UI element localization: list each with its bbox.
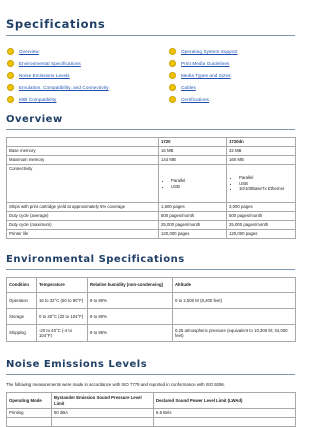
table-cell: 160 MB — [227, 156, 296, 165]
list-item: • Parallel — [171, 178, 224, 184]
table-cell — [227, 165, 296, 203]
table-cell — [159, 165, 227, 203]
table-header-cell: Condition — [7, 278, 37, 293]
table-cell: Printer life — [7, 230, 159, 239]
environmental-heading: Environmental Specifications — [6, 254, 185, 265]
yellow-bullet-icon — [169, 48, 176, 55]
connectivity-list-1720 — [161, 178, 224, 189]
table-cell: Duty cycle (average) — [7, 212, 159, 221]
link-item-overview[interactable] — [7, 45, 109, 57]
link-item-print-media[interactable] — [169, 57, 238, 69]
link-item-media-types[interactable] — [169, 69, 238, 81]
noise-heading: Noise Emissions Levels — [6, 359, 148, 370]
emulation-link[interactable]: Emulation, Compatibility, and Connectivity — [19, 85, 109, 91]
table-cell: 0.25 atmospheric pressure (equivalent to 10,300 M; 34,000 feet) — [173, 325, 296, 342]
print-media-link[interactable]: Print Media Guidelines — [181, 60, 230, 66]
link-item-mib[interactable] — [7, 94, 109, 106]
table-cell — [154, 418, 296, 427]
overview-table — [6, 137, 296, 239]
page-title: Specifications — [6, 17, 106, 31]
table-header-row — [7, 138, 296, 147]
yellow-bullet-icon — [169, 84, 176, 91]
yellow-bullet-icon — [169, 96, 176, 103]
table-header-cell: Bystander Emission Sound Pressure Level Limit — [52, 393, 154, 409]
table-cell: 8 to 95% — [88, 325, 173, 342]
page — [6, 0, 296, 427]
table-row — [7, 293, 296, 309]
table-cell: 144 MB — [159, 156, 227, 165]
table-cell: 0 to 40°C (32 to 104°F) — [37, 309, 88, 325]
table-cell: 120,000 pages — [227, 230, 296, 239]
table-cell: 500 pages/month — [159, 212, 227, 221]
list-item: • Parallel — [239, 175, 293, 181]
table-cell: Maximum memory — [7, 156, 159, 165]
environmental-table — [6, 277, 296, 342]
noise-divider — [6, 374, 295, 375]
table-cell: 120,000 pages — [159, 230, 227, 239]
table-row — [7, 309, 296, 325]
links-left-column — [7, 45, 109, 106]
noise-description: The following measurements were made in accordance with ISO 7779 and reported in conformance with ISO 9296. — [6, 382, 226, 387]
table-cell: 6.5 Bels — [154, 409, 296, 418]
table-cell: Shipping — [7, 325, 37, 342]
table-header-cell: Declared Sound Power Level Limit (LWAd) — [154, 393, 296, 409]
table-header-cell: Temperature — [37, 278, 88, 293]
noise-table — [6, 392, 296, 427]
section-links — [6, 45, 296, 105]
table-row — [7, 230, 296, 239]
table-cell: 1,500 pages — [159, 203, 227, 212]
yellow-bullet-icon — [7, 60, 14, 67]
table-row — [7, 409, 296, 418]
table-cell — [7, 418, 52, 427]
yellow-bullet-icon — [169, 72, 176, 79]
os-support-link[interactable]: Operating System Support — [181, 48, 238, 54]
connectivity-list-1720dn — [229, 175, 293, 192]
table-header-cell: Operating Mode — [7, 393, 52, 409]
table-row — [7, 147, 296, 156]
table-header-cell: Relative humidity (non-condensing) — [88, 278, 173, 293]
table-header-cell: 1720dn — [227, 138, 296, 147]
yellow-bullet-icon — [7, 96, 14, 103]
link-item-environmental[interactable] — [7, 57, 109, 69]
list-item: • USB — [239, 181, 293, 187]
overview-heading: Overview — [6, 114, 63, 125]
media-types-link[interactable]: Media Types and Sizes — [181, 72, 231, 78]
title-divider — [6, 35, 295, 36]
table-row — [7, 212, 296, 221]
table-cell: 0 to 2,500 M (8,200 feet) — [173, 293, 296, 309]
table-cell: -20 to 40°C (-4 to 104°F) — [37, 325, 88, 342]
table-row — [7, 325, 296, 342]
table-header-row — [7, 393, 296, 409]
list-item: • USB — [171, 184, 224, 190]
table-cell: Storage — [7, 309, 37, 325]
table-cell: 50 dBA — [52, 409, 154, 418]
table-cell: 32 MB — [227, 147, 296, 156]
list-item: • 10/100BaseTx Ethernet — [239, 186, 293, 192]
link-item-os-support[interactable] — [169, 45, 238, 57]
link-item-noise[interactable] — [7, 69, 109, 81]
yellow-bullet-icon — [7, 84, 14, 91]
table-cell: 3,000 pages — [227, 203, 296, 212]
table-cell: Ships with print cartridge yield at approximately 5% coverage — [7, 203, 159, 212]
table-header-cell: 1720 — [159, 138, 227, 147]
link-item-cables[interactable] — [169, 82, 238, 94]
table-cell: Printing — [7, 409, 52, 418]
environmental-link[interactable]: Environmental Specifications — [19, 60, 81, 66]
yellow-bullet-icon — [169, 60, 176, 67]
table-row — [7, 156, 296, 165]
cables-link[interactable]: Cables — [181, 85, 196, 91]
table-header-cell — [7, 138, 159, 147]
overview-divider — [6, 129, 295, 130]
environmental-divider — [6, 269, 295, 270]
certifications-link[interactable]: Certifications — [181, 97, 209, 103]
link-item-emulation[interactable] — [7, 82, 109, 94]
table-cell: 8 to 80% — [88, 309, 173, 325]
table-cell: 500 pages/month — [227, 212, 296, 221]
table-header-cell: Altitude — [173, 278, 296, 293]
noise-link[interactable]: Noise Emissions Levels — [19, 72, 70, 78]
table-row-connectivity — [7, 165, 296, 203]
table-row — [7, 203, 296, 212]
mib-link[interactable]: MIB Compatibility — [19, 97, 57, 103]
link-item-certifications[interactable] — [169, 94, 238, 106]
table-cell: 16 MB — [159, 147, 227, 156]
table-row — [7, 418, 296, 427]
table-cell: 16 to 32°C (60 to 90°F) — [37, 293, 88, 309]
table-cell: Base memory — [7, 147, 159, 156]
table-cell — [173, 309, 296, 325]
table-cell: 8 to 80% — [88, 293, 173, 309]
table-cell: 25,000 pages/month — [227, 221, 296, 230]
table-cell: 25,000 pages/month — [159, 221, 227, 230]
overview-link[interactable]: Overview — [19, 48, 39, 54]
yellow-bullet-icon — [7, 48, 14, 55]
table-cell — [52, 418, 154, 427]
table-cell: Duty cycle (maximum) — [7, 221, 159, 230]
links-right-column — [169, 45, 238, 106]
table-row — [7, 221, 296, 230]
yellow-bullet-icon — [7, 72, 14, 79]
table-cell: Connectivity — [7, 165, 159, 203]
table-cell: Operation — [7, 293, 37, 309]
table-header-row — [7, 278, 296, 293]
